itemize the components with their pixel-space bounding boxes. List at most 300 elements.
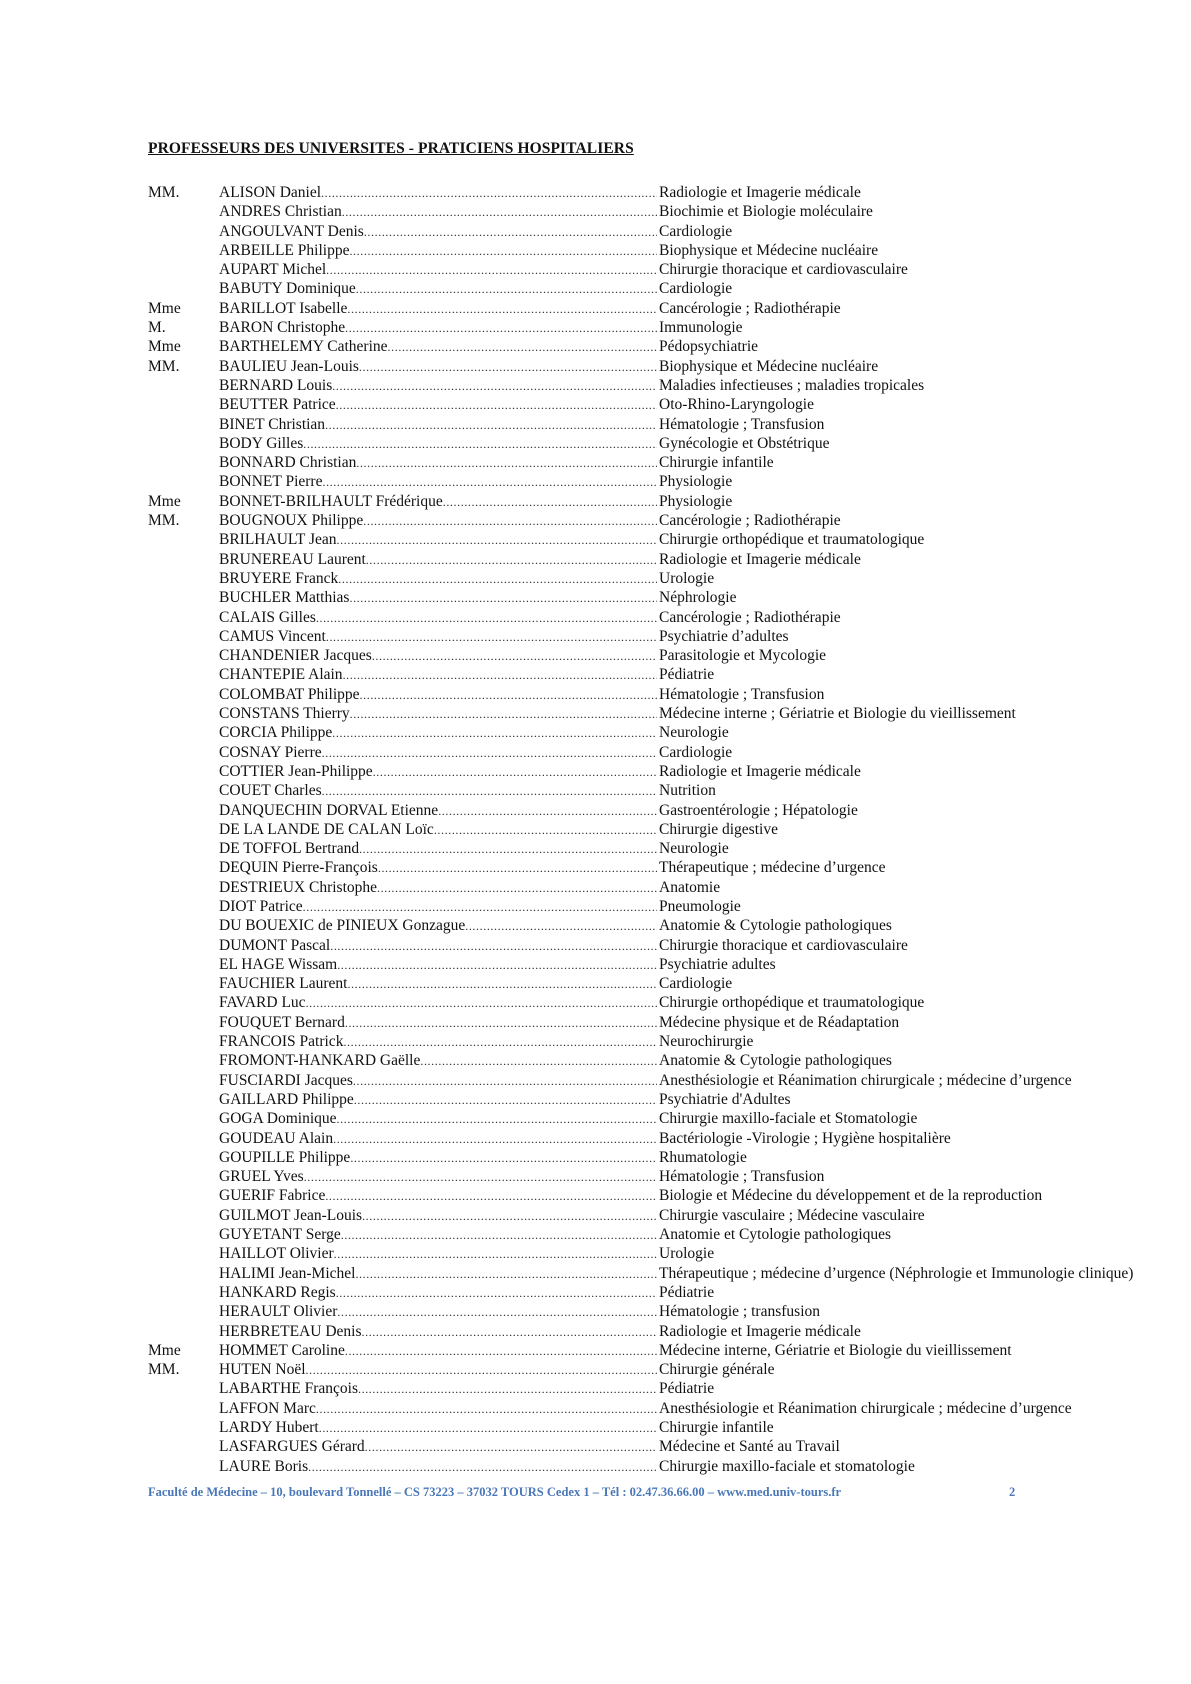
roster-row <box>148 222 1048 241</box>
professor-name: BAULIEU Jean-Louis <box>219 357 359 375</box>
professor-name: LARDY Hubert <box>219 1419 319 1436</box>
specialty: Chirurgie maxillo-faciale et Stomatologie <box>659 1110 918 1128</box>
name-cell <box>219 376 657 396</box>
specialty: Chirurgie orthopédique et traumatologique <box>659 531 925 549</box>
specialty: Hématologie ; Transfusion <box>659 415 825 433</box>
specialty: Cardiologie <box>659 743 733 761</box>
name-cell <box>219 1399 657 1419</box>
professor-name: ALISON Daniel <box>219 184 322 201</box>
professor-name: HERAULT Olivier <box>219 1303 338 1321</box>
dot-leader <box>342 203 657 222</box>
dot-leader <box>362 1323 657 1342</box>
specialty: Anatomie & Cytologie pathologiques <box>659 1052 892 1070</box>
professor-name: GUILMOT Jean-Louis <box>219 1206 363 1224</box>
specialty: Radiologie et Imagerie médicale <box>659 1322 861 1340</box>
dot-leader <box>360 686 657 705</box>
roster-row <box>148 453 1048 472</box>
dot-leader <box>358 1380 657 1399</box>
professor-name: BARON Christophe <box>219 319 346 337</box>
dot-leader <box>316 1400 657 1419</box>
roster-row <box>148 1129 1048 1148</box>
professor-name: BINET Christian <box>219 415 326 433</box>
professor-name: FAVARD Luc <box>219 994 306 1012</box>
honorific: MM. <box>148 1361 180 1379</box>
professor-name: LAFFON Marc <box>219 1399 316 1417</box>
name-cell <box>219 1379 657 1399</box>
name-cell <box>219 1051 657 1071</box>
roster-row <box>148 608 1048 627</box>
name-cell <box>219 202 657 222</box>
name-cell <box>219 878 657 898</box>
dot-leader <box>343 666 657 685</box>
specialty: Chirurgie thoracique et cardiovasculaire <box>659 261 908 279</box>
name-cell <box>219 241 657 261</box>
dot-leader <box>372 647 657 666</box>
dot-leader <box>316 609 657 628</box>
roster-row <box>148 1013 1048 1032</box>
dot-leader <box>332 724 657 743</box>
specialty: Neurochirurgie <box>659 1033 754 1051</box>
professor-name: CONSTANS Thierry <box>219 705 350 723</box>
professor-name: FAUCHIER Laurent <box>219 975 348 993</box>
specialty: Cancérologie ; Radiothérapie <box>659 512 841 530</box>
specialty: Anatomie <box>659 878 721 896</box>
specialty: Biochimie et Biologie moléculaire <box>659 203 873 221</box>
dot-leader <box>359 840 657 859</box>
roster-row <box>148 1399 1072 1418</box>
specialty: Bactériologie -Virologie ; Hygiène hospitalière <box>659 1129 951 1147</box>
roster-row <box>148 916 1048 935</box>
name-cell <box>219 781 657 801</box>
name-cell <box>219 1418 657 1438</box>
name-cell <box>219 472 657 492</box>
name-cell <box>219 588 657 608</box>
dot-leader <box>465 917 657 936</box>
roster-row <box>148 1051 1048 1070</box>
professor-name: HUTEN Noël <box>219 1361 306 1379</box>
dot-leader <box>365 1438 657 1457</box>
name-cell <box>219 608 657 628</box>
dot-leader <box>330 937 657 956</box>
specialty: Maladies infectieuses ; maladies tropicales <box>659 376 925 394</box>
name-cell <box>219 279 657 299</box>
professor-name: CHANTEPIE Alain <box>219 666 343 684</box>
honorific: Mme <box>148 492 181 510</box>
dot-leader <box>326 261 657 280</box>
name-cell <box>219 1264 657 1284</box>
specialty: Pédiatrie <box>659 666 715 684</box>
specialty: Chirurgie maxillo-faciale et stomatologie <box>659 1457 915 1475</box>
specialty: Biophysique et Médecine nucléaire <box>659 357 879 375</box>
dot-leader <box>337 956 657 975</box>
roster-row <box>148 665 1048 684</box>
dot-leader <box>356 454 657 473</box>
name-cell <box>219 1244 657 1264</box>
professor-name: BODY Gilles <box>219 434 304 452</box>
name-cell <box>219 183 657 203</box>
name-cell <box>219 936 657 956</box>
specialty: Cancérologie ; Radiothérapie <box>659 299 841 317</box>
roster-row <box>148 511 1048 530</box>
dot-leader <box>337 1110 657 1129</box>
roster-row <box>148 376 1048 395</box>
dot-leader <box>334 1245 657 1264</box>
specialty: Médecine interne ; Gériatrie et Biologie du vieillissement <box>659 705 1016 723</box>
specialty: Chirurgie orthopédique et traumatologique <box>659 994 925 1012</box>
professor-name: DU BOUEXIC de PINIEUX Gonzague <box>219 917 466 935</box>
dot-leader <box>306 1361 657 1380</box>
dot-leader <box>303 435 657 454</box>
professor-name: BARILLOT Isabelle <box>219 299 348 317</box>
name-cell <box>219 1360 657 1380</box>
dot-leader <box>343 1033 657 1052</box>
specialty: Chirurgie générale <box>659 1361 775 1379</box>
professor-name: CORCIA Philippe <box>219 724 333 742</box>
roster-row <box>148 820 1048 839</box>
dot-leader <box>319 1419 657 1438</box>
professor-name: FOUQUET Bernard <box>219 1013 345 1031</box>
specialty: Médecine et Santé au Travail <box>659 1438 840 1456</box>
specialty: Pédopsychiatrie <box>659 338 759 356</box>
roster-row <box>148 1322 1048 1341</box>
roster-row <box>148 299 1048 318</box>
specialty: Chirurgie infantile <box>659 1419 774 1436</box>
honorific: MM. <box>148 184 180 201</box>
specialty: Néphrologie <box>659 589 737 607</box>
roster-row <box>148 1167 1048 1186</box>
professor-name: LABARTHE François <box>219 1380 358 1398</box>
roster-row <box>148 1341 1048 1360</box>
specialty: Thérapeutique ; médecine d’urgence <box>659 859 886 877</box>
name-cell <box>219 723 657 743</box>
specialty: Oto-Rhino-Laryngologie <box>659 396 814 414</box>
dot-leader <box>366 551 657 570</box>
roster-row <box>148 1437 1048 1456</box>
name-cell <box>219 1302 657 1322</box>
dot-leader <box>353 1072 657 1091</box>
professor-name: COTTIER Jean-Philippe <box>219 762 373 780</box>
specialty: Biologie et Médecine du développement et de la reproduction <box>659 1187 1043 1205</box>
name-cell <box>219 685 657 705</box>
roster-row <box>148 1090 1048 1109</box>
name-cell <box>219 820 657 840</box>
roster-row <box>148 1071 1072 1090</box>
roster-row <box>148 279 1048 298</box>
specialty: Physiologie <box>659 473 733 491</box>
specialty: Hématologie ; Transfusion <box>659 1168 825 1186</box>
roster-row <box>148 434 1048 453</box>
specialty: Anatomie et Cytologie pathologiques <box>659 1226 892 1244</box>
roster-row <box>148 1379 1048 1398</box>
roster-row <box>148 1457 1048 1476</box>
specialty: Gastroentérologie ; Hépatologie <box>659 801 858 819</box>
honorific: Mme <box>148 1341 181 1359</box>
dot-leader <box>304 1168 657 1187</box>
professor-name: FUSCIARDI Jacques <box>219 1071 353 1089</box>
roster-row <box>148 685 1048 704</box>
roster-row <box>148 1225 1048 1244</box>
name-cell <box>219 492 657 512</box>
name-cell <box>219 704 657 724</box>
name-cell <box>219 839 657 859</box>
name-cell <box>219 665 657 685</box>
name-cell <box>219 974 657 994</box>
dot-leader <box>333 1130 657 1149</box>
roster-row <box>148 550 1048 569</box>
specialty: Radiologie et Imagerie médicale <box>659 184 861 201</box>
roster-row <box>148 472 1048 491</box>
specialty: Neurologie <box>659 724 729 742</box>
name-cell <box>219 627 657 647</box>
roster-row <box>148 241 1048 260</box>
name-cell <box>219 1186 657 1206</box>
specialty: Psychiatrie d'Adultes <box>659 1090 791 1108</box>
specialty: Chirurgie vasculaire ; Médecine vasculaire <box>659 1206 925 1224</box>
professor-name: GUERIF Fabrice <box>219 1187 326 1205</box>
roster-row <box>148 878 1048 897</box>
name-cell <box>219 1322 657 1342</box>
specialty: Immunologie <box>659 319 743 337</box>
specialty: Urologie <box>659 569 715 587</box>
dot-leader <box>337 531 657 550</box>
dot-leader <box>345 319 657 338</box>
roster-row <box>148 781 1048 800</box>
dot-leader <box>364 223 657 242</box>
roster-row <box>148 993 1048 1012</box>
specialty: Radiologie et Imagerie médicale <box>659 762 861 780</box>
dot-leader <box>378 859 657 878</box>
specialty: Cancérologie ; Radiothérapie <box>659 608 841 626</box>
roster-row <box>148 569 1048 588</box>
name-cell <box>219 395 657 415</box>
name-cell <box>219 260 657 280</box>
roster-row <box>148 955 1048 974</box>
roster-row <box>148 1186 1048 1205</box>
roster-row <box>148 1148 1048 1167</box>
name-cell <box>219 357 657 377</box>
professor-name: BARTHELEMY Catherine <box>219 338 388 356</box>
professor-name: DANQUECHIN DORVAL Etienne <box>219 801 439 819</box>
professor-name: BABUTY Dominique <box>219 280 356 298</box>
professor-name: DUMONT Pascal <box>219 936 331 954</box>
specialty: Nutrition <box>659 782 716 800</box>
dot-leader <box>359 358 657 377</box>
roster-row <box>148 202 1048 221</box>
professor-name: LASFARGUES Gérard <box>219 1438 365 1456</box>
professor-name: BUCHLER Matthias <box>219 589 350 607</box>
roster-row <box>148 1360 1048 1379</box>
specialty: Anatomie & Cytologie pathologiques <box>659 917 892 935</box>
professor-name: DESTRIEUX Christophe <box>219 878 378 896</box>
name-cell <box>219 762 657 782</box>
professor-name: HAILLOT Olivier <box>219 1245 334 1263</box>
specialty: Rhumatologie <box>659 1148 747 1166</box>
professor-name: GAILLARD Philippe <box>219 1090 354 1108</box>
name-cell <box>219 1457 657 1477</box>
dot-leader <box>322 473 657 492</box>
professor-name: GOUDEAU Alain <box>219 1129 334 1147</box>
name-cell <box>219 511 657 531</box>
professor-name: COUET Charles <box>219 782 322 800</box>
name-cell <box>219 1206 657 1226</box>
dot-leader <box>373 763 657 782</box>
dot-leader <box>356 280 657 299</box>
roster-row <box>148 492 1048 511</box>
specialty: Physiologie <box>659 492 733 510</box>
roster-row <box>148 1109 1048 1128</box>
roster-row <box>148 858 1048 877</box>
name-cell <box>219 337 657 357</box>
name-cell <box>219 530 657 550</box>
name-cell <box>219 1283 657 1303</box>
specialty: Gynécologie et Obstétrique <box>659 434 830 452</box>
dot-leader <box>438 802 657 821</box>
name-cell <box>219 1437 657 1457</box>
professor-name: BEUTTER Patrice <box>219 396 336 414</box>
professor-name: GOUPILLE Philippe <box>219 1148 351 1166</box>
dot-leader <box>363 512 657 531</box>
specialty: Thérapeutique ; médecine d’urgence (Néphrologie et Immunologie clinique) <box>659 1264 1134 1282</box>
professor-name: CAMUS Vincent <box>219 627 326 645</box>
dot-leader <box>325 1187 657 1206</box>
professor-name: BRUYERE Franck <box>219 569 339 587</box>
dot-leader <box>377 879 657 898</box>
dot-leader <box>349 242 657 261</box>
name-cell <box>219 646 657 666</box>
section-heading: PROFESSEURS DES UNIVERSITES - PRATICIENS HOSPITALIERS <box>148 140 634 157</box>
dot-leader <box>322 782 657 801</box>
roster-row <box>148 897 1048 916</box>
specialty: Cardiologie <box>659 975 733 993</box>
specialty: Hématologie ; Transfusion <box>659 685 825 703</box>
name-cell <box>219 1167 657 1187</box>
name-cell <box>219 916 657 936</box>
roster-row <box>148 704 1048 723</box>
dot-leader <box>326 628 657 647</box>
roster-row <box>148 1283 1048 1302</box>
professor-name: DIOT Patrice <box>219 897 303 915</box>
dot-leader <box>345 1342 657 1361</box>
professor-name: EL HAGE Wissam <box>219 955 338 973</box>
specialty: Pédiatrie <box>659 1380 715 1398</box>
professor-name: HOMMET Caroline <box>219 1341 345 1359</box>
dot-leader <box>354 1091 657 1110</box>
roster-row <box>148 1302 1048 1321</box>
name-cell <box>219 222 657 242</box>
dot-leader <box>325 416 657 435</box>
specialty: Anesthésiologie et Réanimation chirurgicale ; médecine d’urgence <box>659 1071 1072 1089</box>
name-cell <box>219 434 657 454</box>
roster-row <box>148 260 1048 279</box>
dot-leader <box>350 1149 657 1168</box>
dot-leader <box>337 1303 657 1322</box>
name-cell <box>219 1032 657 1052</box>
roster-row <box>148 839 1048 858</box>
dot-leader <box>355 1265 657 1284</box>
specialty: Anesthésiologie et Réanimation chirurgicale ; médecine d’urgence <box>659 1399 1072 1417</box>
honorific: Mme <box>148 338 181 356</box>
roster-row <box>148 1264 1134 1283</box>
roster-row <box>148 183 1048 202</box>
name-cell <box>219 743 657 763</box>
professor-name: BONNET-BRILHAULT Frédérique <box>219 492 443 510</box>
dot-leader <box>345 1014 657 1033</box>
professor-name: FROMONT-HANKARD Gaëlle <box>219 1052 421 1070</box>
professor-name: FRANCOIS Patrick <box>219 1033 344 1051</box>
name-cell <box>219 1013 657 1033</box>
name-cell <box>219 1090 657 1110</box>
professor-name: DEQUIN Pierre-François <box>219 859 378 877</box>
professor-name: COSNAY Pierre <box>219 743 322 761</box>
professor-name: ANDRES Christian <box>219 203 342 221</box>
roster-row <box>148 588 1048 607</box>
professor-name: DE TOFFOL Bertrand <box>219 840 360 858</box>
professor-name: BRILHAULT Jean <box>219 531 337 549</box>
honorific: MM. <box>148 512 180 530</box>
professor-name: CALAIS Gilles <box>219 608 316 626</box>
dot-leader <box>336 396 657 415</box>
dot-leader <box>349 589 657 608</box>
specialty: Radiologie et Imagerie médicale <box>659 550 861 568</box>
professor-name: BRUNEREAU Laurent <box>219 550 366 568</box>
professor-name: CHANDENIER Jacques <box>219 647 372 665</box>
roster-row <box>148 974 1048 993</box>
specialty: Médecine physique et de Réadaptation <box>659 1013 900 1031</box>
professor-name: LAURE Boris <box>219 1457 309 1475</box>
professor-name: GOGA Dominique <box>219 1110 337 1128</box>
name-cell <box>219 1225 657 1245</box>
dot-leader <box>338 570 657 589</box>
specialty: Hématologie ; transfusion <box>659 1303 820 1321</box>
roster-row <box>148 1244 1048 1263</box>
professor-name: GRUEL Yves <box>219 1168 304 1186</box>
professor-name: COLOMBAT Philippe <box>219 685 360 703</box>
name-cell <box>219 1148 657 1168</box>
specialty: Biophysique et Médecine nucléaire <box>659 241 879 259</box>
page-number: 2 <box>1009 1485 1016 1499</box>
dot-leader <box>362 1207 657 1226</box>
dot-leader <box>303 898 657 917</box>
dot-leader <box>321 184 657 203</box>
dot-leader <box>347 300 657 319</box>
specialty: Cardiologie <box>659 222 733 240</box>
name-cell <box>219 897 657 917</box>
honorific: Mme <box>148 299 181 317</box>
name-cell <box>219 1109 657 1129</box>
roster-row <box>148 646 1048 665</box>
dot-leader <box>332 377 657 396</box>
name-cell <box>219 955 657 975</box>
specialty: Chirurgie infantile <box>659 454 774 472</box>
name-cell <box>219 453 657 473</box>
dot-leader <box>347 975 657 994</box>
roster-row <box>148 357 1048 376</box>
dot-leader <box>350 705 657 724</box>
dot-leader <box>388 338 657 357</box>
roster-row <box>148 395 1048 414</box>
dot-leader <box>434 821 657 840</box>
professor-name: ANGOULVANT Denis <box>219 222 364 240</box>
roster-row <box>148 801 1048 820</box>
professor-name: HERBRETEAU Denis <box>219 1322 362 1340</box>
name-cell <box>219 858 657 878</box>
dot-leader <box>443 493 657 512</box>
roster-row <box>148 936 1048 955</box>
professor-name: ARBEILLE Philippe <box>219 241 350 259</box>
dot-leader <box>322 744 657 763</box>
roster-row <box>148 1206 1048 1225</box>
specialty: Pneumologie <box>659 897 741 915</box>
